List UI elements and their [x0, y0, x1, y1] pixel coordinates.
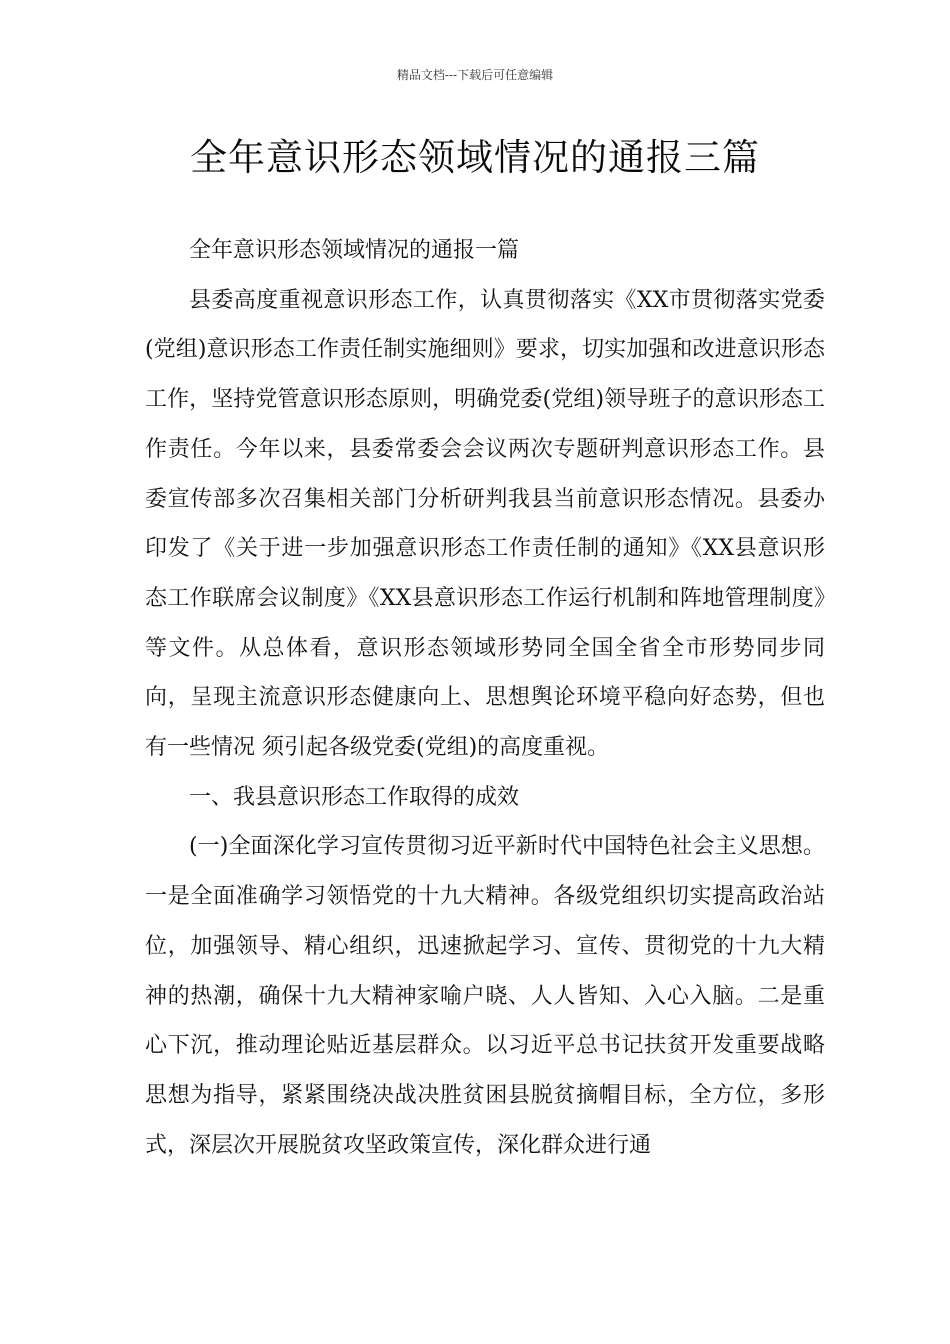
section-heading-part-one: 全年意识形态领域情况的通报一篇	[189, 238, 520, 263]
body-paragraph: 县委高度重视意识形态工作，认真贯彻落实《XX市贯彻落实党委(党组)意识形态工作责任制实施细则》要求，切实加强和改进意识形态工作，坚持党管意识形态原则，明确党委(党组)领导班子的意识形态工作责任。今年以来，县委常委会会议两次专题研判意识形态工作。县委宣传部多次召集相关部门分析研判我县当前意识形态情况。县委办印发了《关于进一步加强意识形态工作责任制的通知》《XX县意识形态工作联席会议制度》《XX县意识形态工作运行机制和阵地管理制度》等文件。从总体看，意识形态领域形势同全国全省全市形势同步同向，呈现主流意识形态健康向上、思想舆论环境平稳向好态势，但也有一些情况 须引起各级党委(党组)的高度重视。	[145, 287, 825, 761]
section-heading-achievements: 一、我县意识形态工作取得的成效	[189, 784, 520, 810]
document-body	[145, 226, 825, 1170]
body-paragraph: (一)全面深化学习宣传贯彻习近平新时代中国特色社会主义思想。 一是全面准确学习领悟党的十九大精神。各级党组织切实提高政治站位，加强领导、精心组织，迅速掀起学习、宣传、贯彻党的十九大精神的热潮，确保十九大精神家喻户晓、人人皆知、入心入脑。二是重心下沉，推动理论贴近基层群众。以习近平总书记扶贫开发重要战略思想为指导，紧紧围绕决战决胜贫困县脱贫摘帽目标，全方位，多形式，深层次开展脱贫攻坚政策宣传，深化群众进行通	[145, 834, 825, 1158]
header-note: 精品文档---下载后可任意编辑	[396, 68, 554, 82]
document-title: 全年意识形态领域情况的通报三篇	[190, 136, 760, 179]
